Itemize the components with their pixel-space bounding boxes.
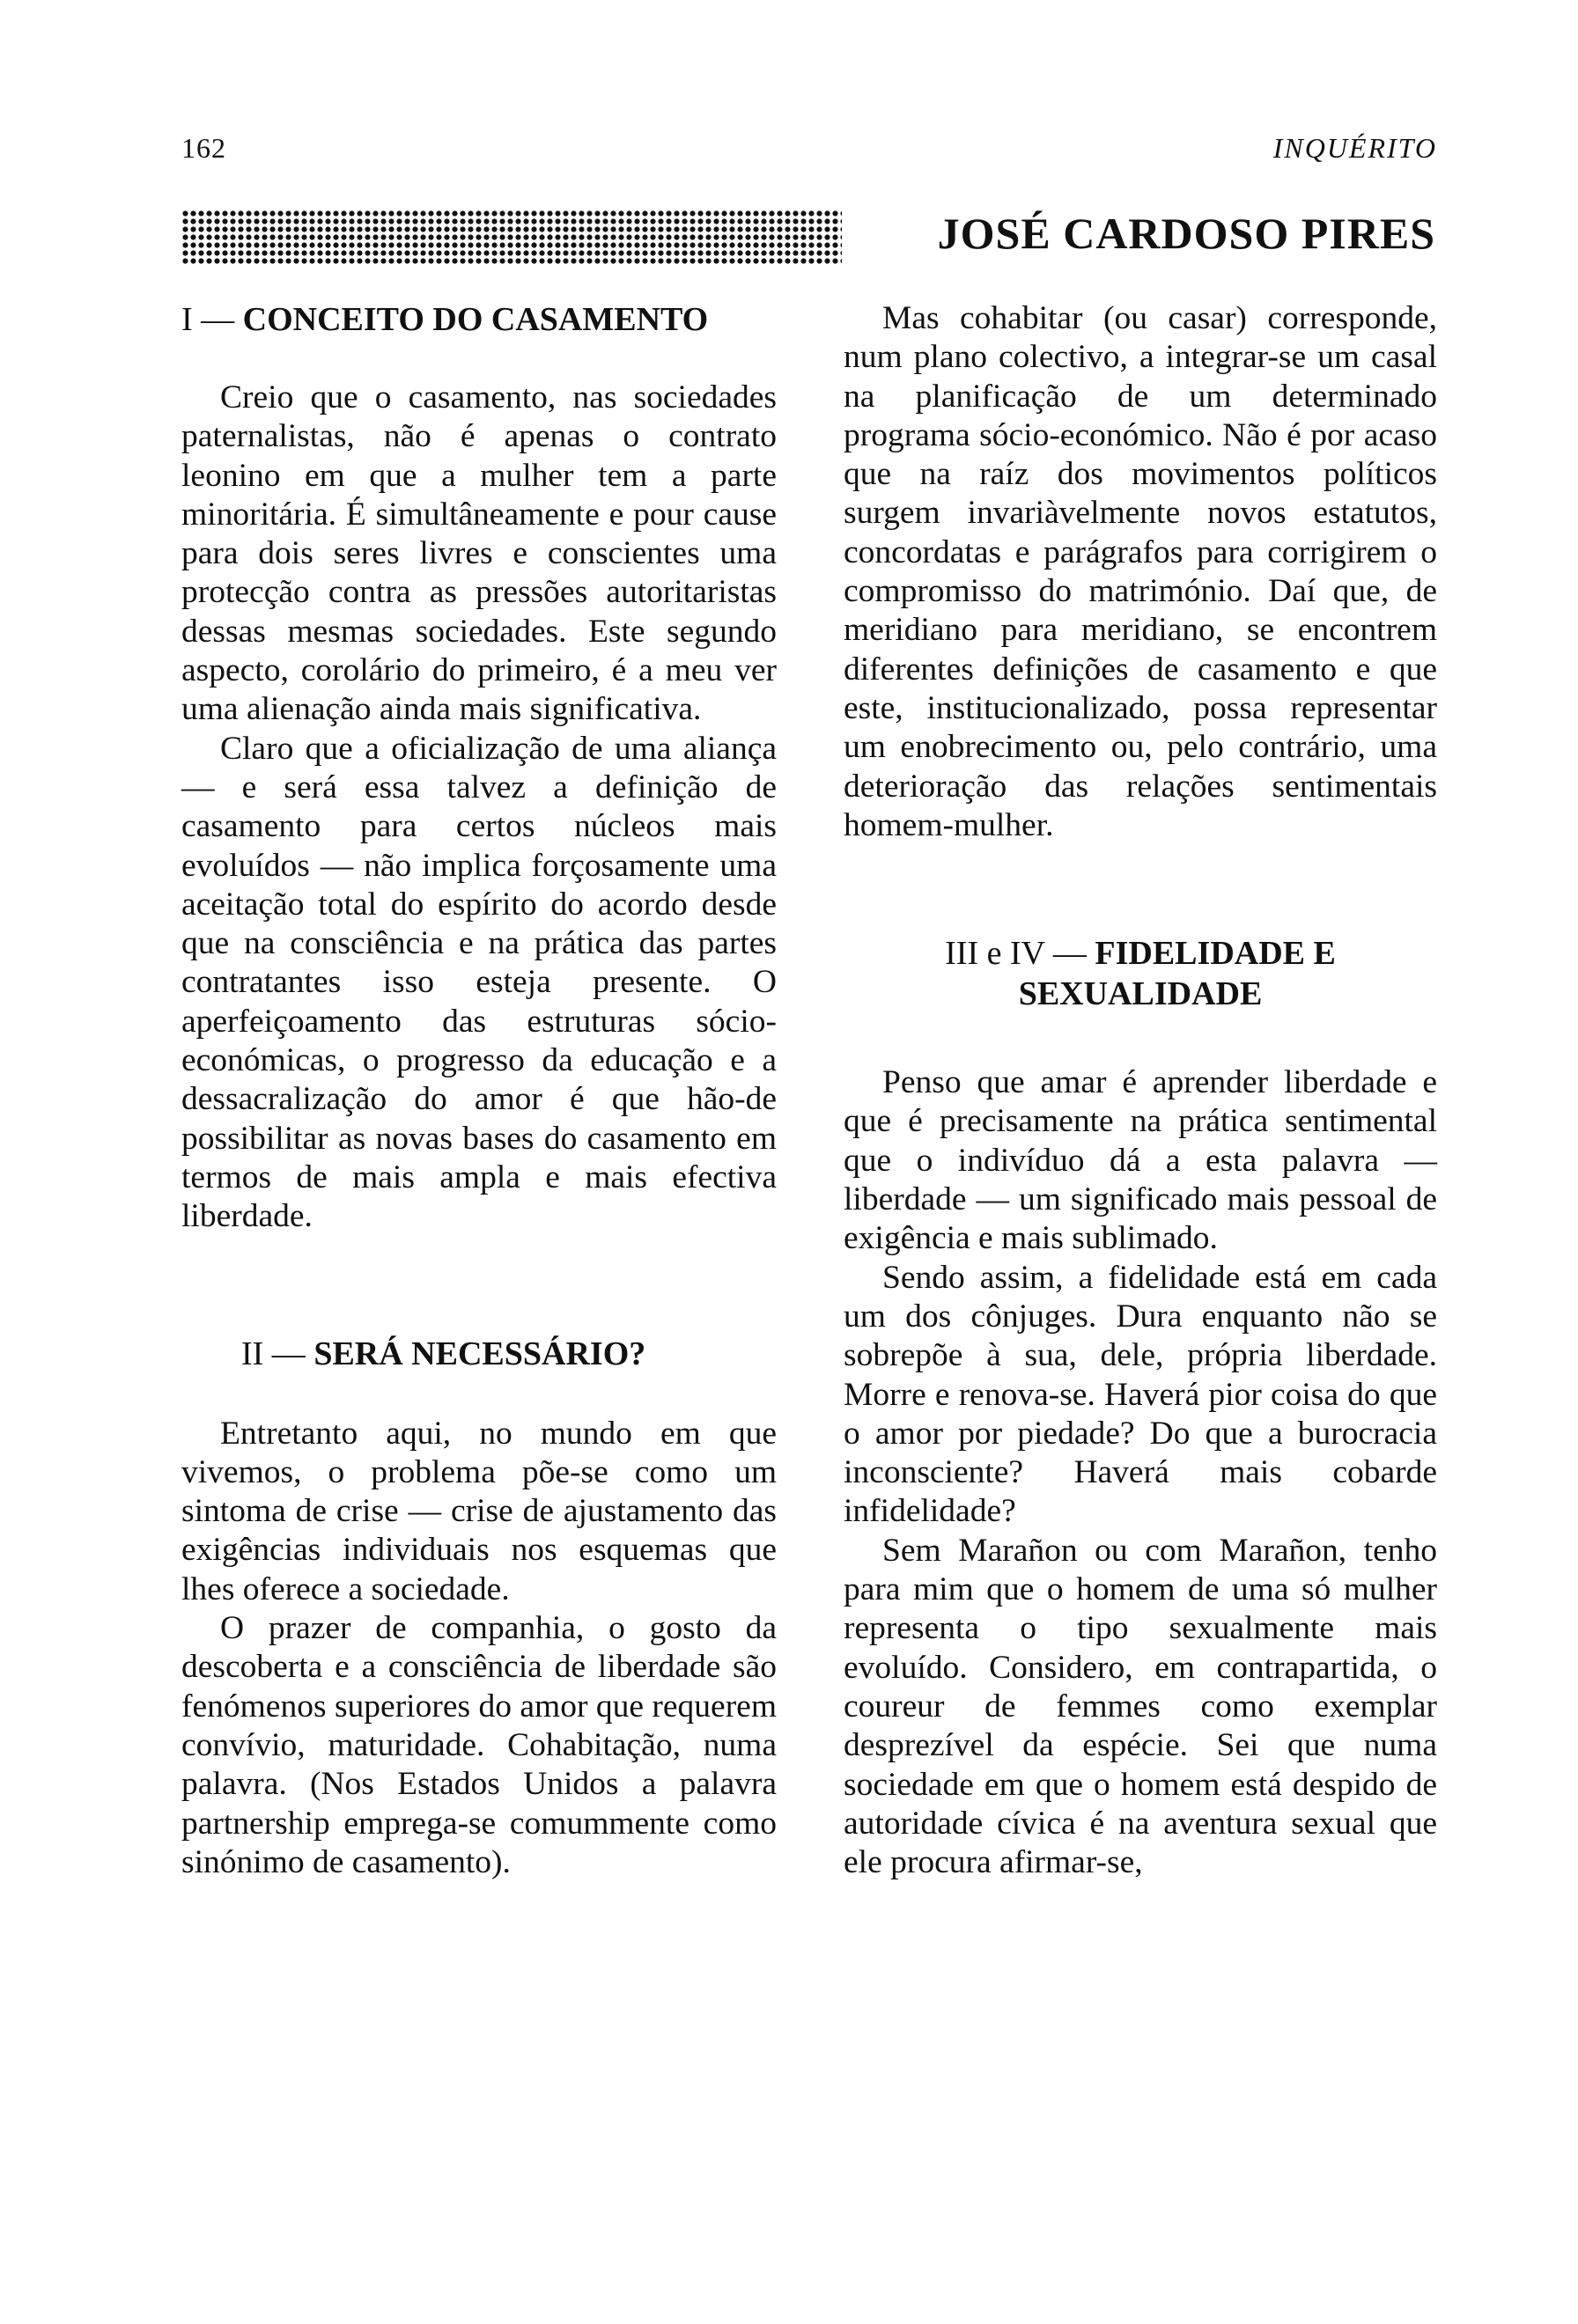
section-number: III e IV — bbox=[945, 935, 1095, 973]
decorative-pattern-bar bbox=[181, 210, 842, 266]
paragraph: Mas cohabitar (ou casar) corresponde, num plano colectivo, a integrar-se um casal na planificação de um determinado programa sócio-económico. Não é por acaso que na raíz dos movimentos políticos surgem invariàvelmente novos estatutos, concordatas e parágrafos para corrigirem o compromisso do matrimónio. Daí que, de meridiano para meridiano, se encontrem diferentes definições de casamento e que este, institucionalizado, possa representar um enobrecimento ou, pelo contrário, uma deterioração das relações sentimentais homem-mulher. bbox=[844, 300, 1437, 843]
section-heading-1 bbox=[181, 299, 777, 340]
paragraph: Claro que a oficialização de uma aliança — e será essa talvez a definição de casamento para certos núcleos mais evoluídos — não implica forçosamente uma aceitação total do espírito do acordo desde que na consciência e na prática das partes contratantes isso esteja presente. O aperfeiçoamento das estruturas sócio-económicas, o progresso da educação e a dessacralização do amor é que hão-de possibilitar as novas bases do casamento em termos de mais ampla e mais efectiva liberdade. bbox=[181, 730, 777, 1235]
paragraph: Sem Marañon ou com Marañon, tenho para mim que o homem de uma só mulher representa o tipo sexualmente mais evoluído. Considero, em contrapartida, o coureur de femmes como exemplar desprezível da espécie. Sei que numa sociedade em que o homem está despido de autoridade cívica é na aventura sexual que ele procura afirmar-se, bbox=[844, 1532, 1437, 1881]
running-head: INQUÉRITO bbox=[1272, 132, 1437, 164]
section-title: SERÁ NECESSÁRIO? bbox=[313, 1335, 646, 1372]
paragraph: Creio que o casamento, nas sociedades paternalistas, não é apenas o contrato leonino em que a mulher tem a parte minoritária. É simultâneamente e pour cause para dois seres livres e conscientes uma protecção contra as pressões autoritaristas dessas mesmas sociedades. Este segundo aspecto, corolário do primeiro, é a meu ver uma alienação ainda mais significativa. bbox=[181, 379, 777, 728]
section-title: CONCEITO DO CASAMENTO bbox=[242, 301, 709, 338]
paragraph: Sendo assim, a fidelidade está em cada um dos cônjuges. Dura enquanto não se sobrepõe à sua, dele, própria liberdade. Morre e renova-se. Haverá pior coisa do que o amor por piedade? Do que a burocracia inconsciente? Haverá mais cobarde infidelidade? bbox=[844, 1259, 1437, 1530]
author-heading: JOSÉ CARDOSO PIRES bbox=[937, 209, 1435, 258]
page-number: 162 bbox=[181, 132, 226, 164]
paragraph: O prazer de companhia, o gosto da descoberta e a consciência de liberdade são fenómenos superiores do amor que requerem convívio, maturidade. Cohabitação, numa palavra. (Nos Estados Unidos a palavra partnership emprega-se comummente como sinónimo de casamento). bbox=[181, 1610, 777, 1880]
section-heading-2 bbox=[181, 1334, 777, 1374]
section-number: I — bbox=[181, 301, 243, 338]
section-number: II — bbox=[241, 1335, 314, 1372]
section-heading-3 bbox=[844, 933, 1437, 1014]
left-column bbox=[181, 299, 777, 1882]
section-title: FIDELIDADE E SEXUALIDADE bbox=[1018, 935, 1336, 1013]
paragraph: Penso que amar é aprender liberdade e que é precisamente na prática sentimental que o indivíduo dá a esta palavra — liberdade — um significado mais pessoal de exigência e mais sublimado. bbox=[844, 1064, 1437, 1257]
right-column bbox=[844, 299, 1437, 1882]
paragraph: Entretanto aqui, no mundo em que vivemos, o problema põe-se como um sintoma de crise — crise de ajustamento das exigências individuais nos esquemas que lhes oferece a sociedade. bbox=[181, 1415, 777, 1607]
